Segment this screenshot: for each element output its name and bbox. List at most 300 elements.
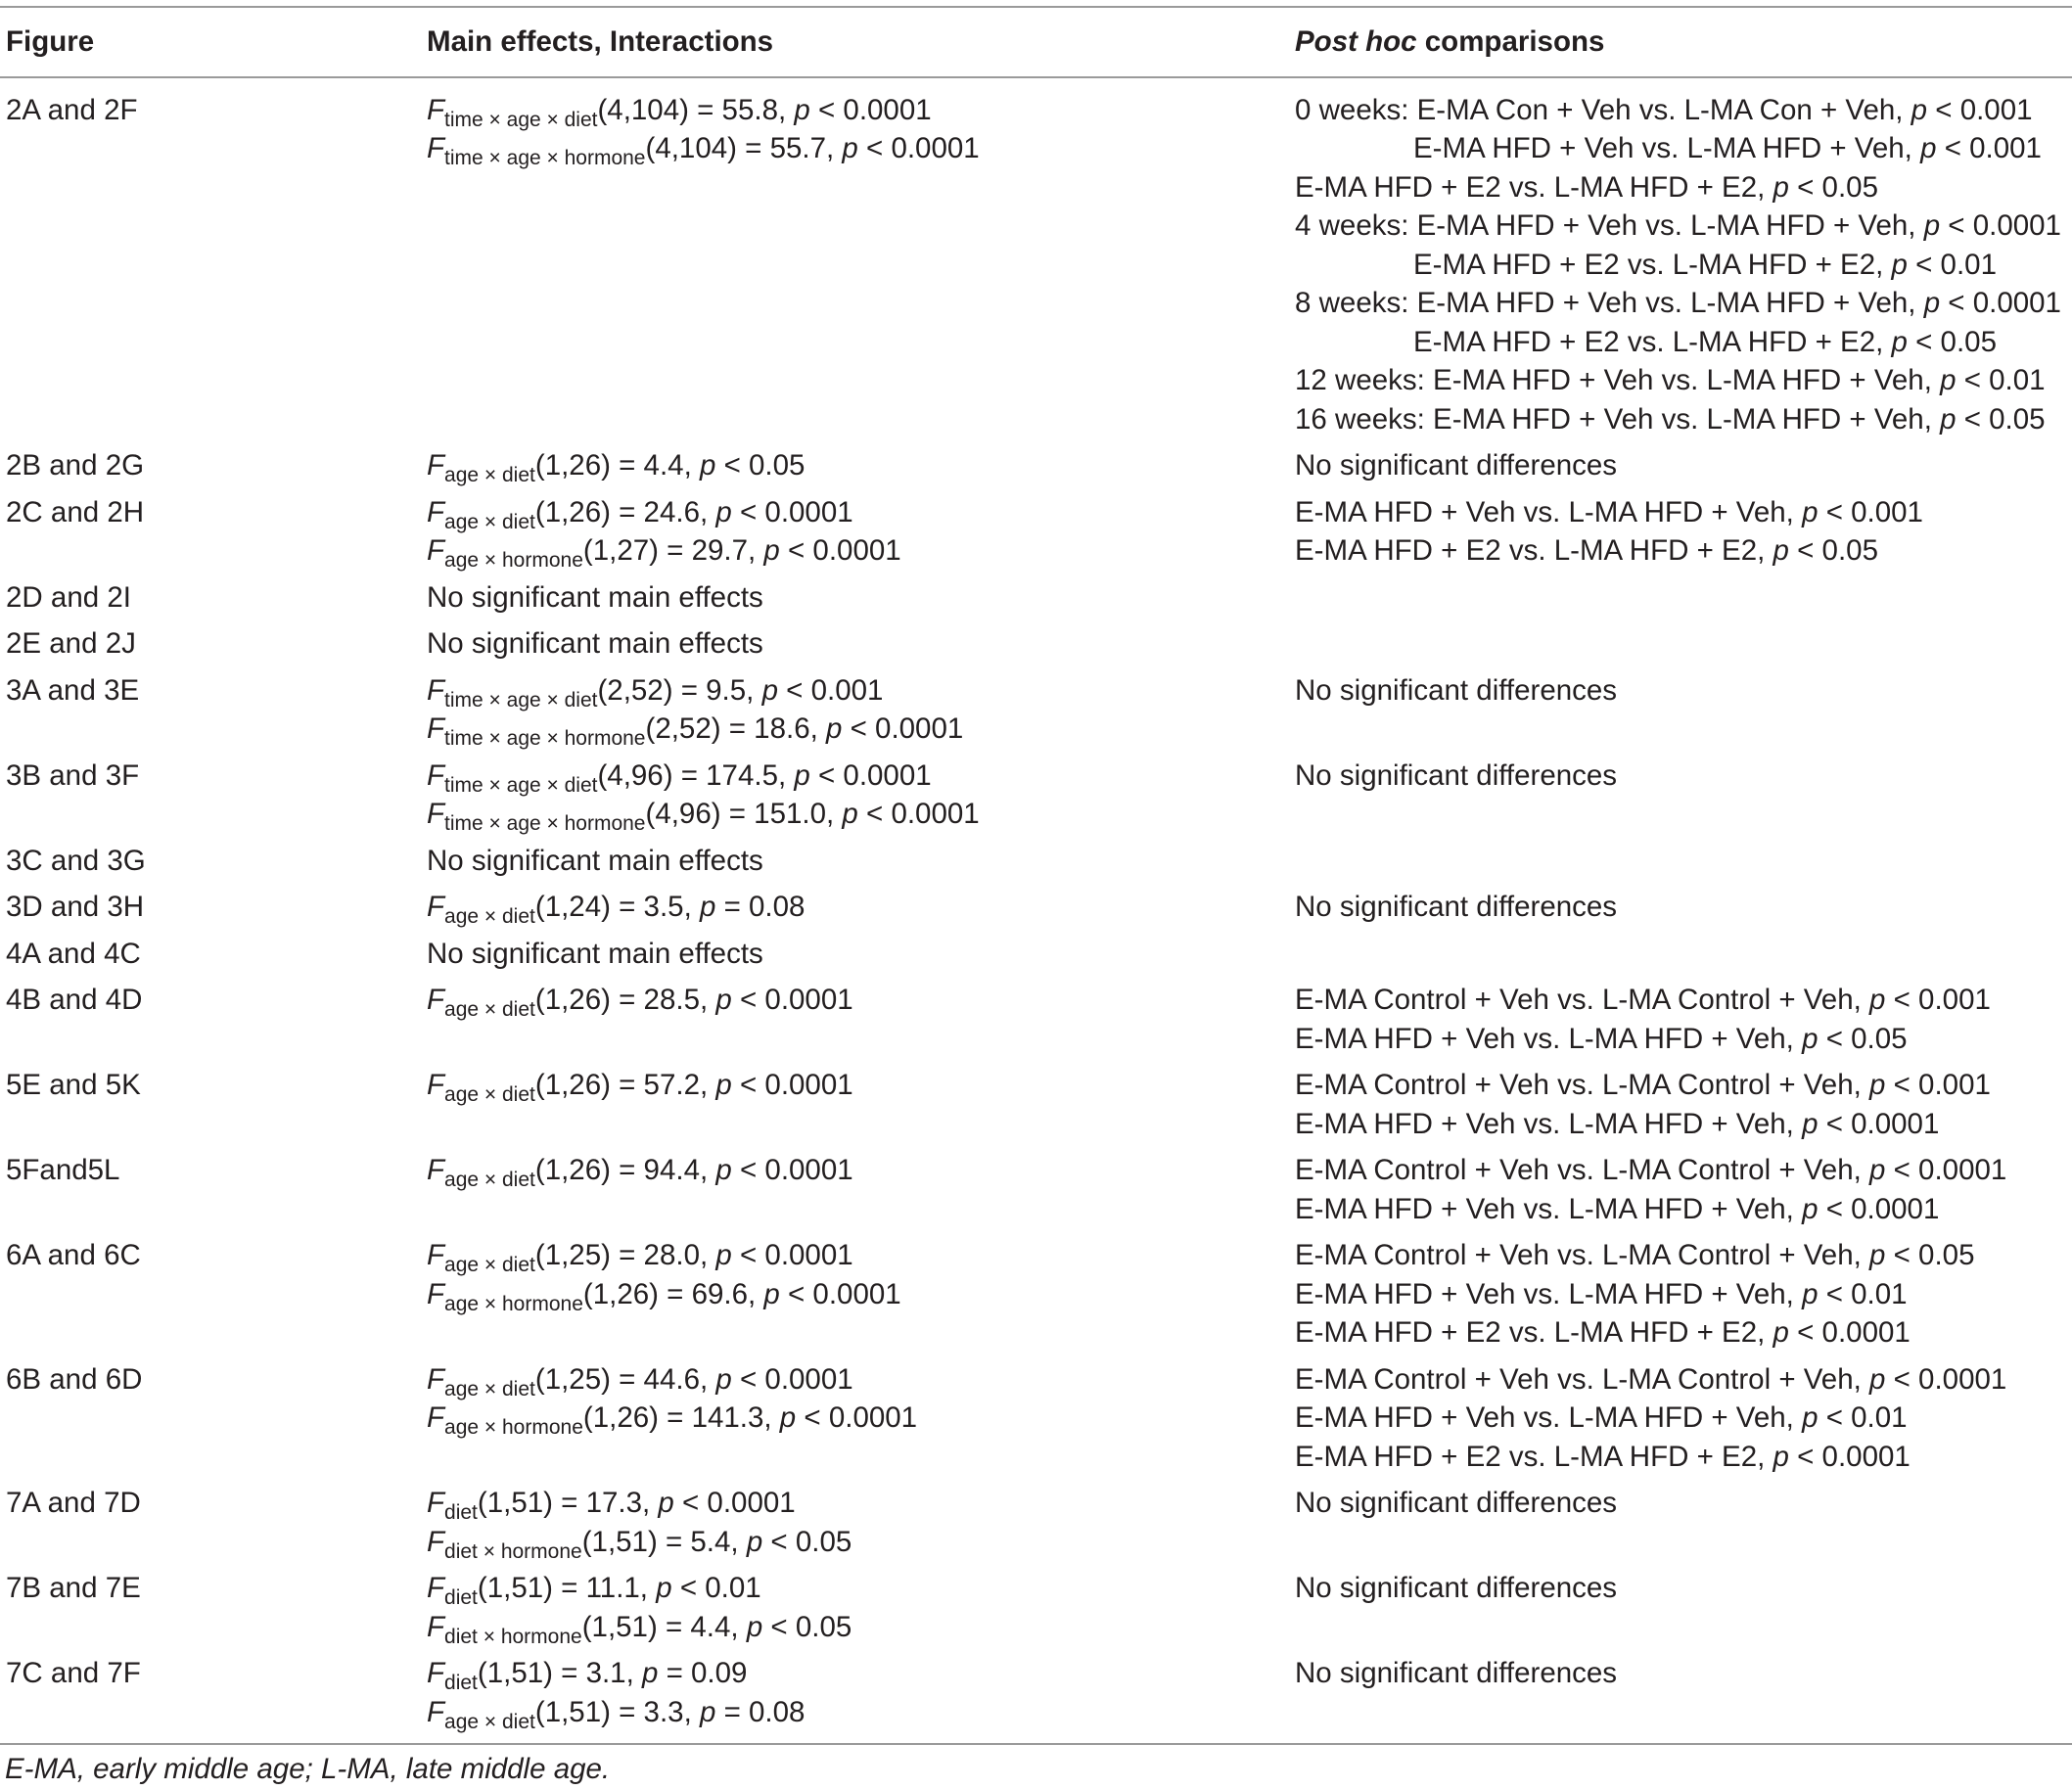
posthoc-text: 0 weeks: E-MA Con + Veh vs. L-MA Con + Veh,: [1295, 93, 1911, 126]
p-symbol: p: [1869, 984, 1886, 1016]
posthoc-p-value: < 0.05: [1788, 170, 1878, 204]
effect-line: [427, 1275, 1289, 1314]
f-symbol: F: [427, 712, 445, 745]
posthoc-line: [1295, 1654, 2072, 1693]
effect-p-value: < 0.0001: [809, 758, 932, 792]
p-symbol: p: [1773, 1316, 1789, 1349]
effect-p-value: < 0.0001: [809, 93, 932, 126]
effect-line: [427, 710, 1289, 749]
figure-cell: 2D and 2I: [6, 580, 131, 614]
effect-p-value: < 0.0001: [731, 495, 853, 528]
posthoc-line: [1295, 1275, 2072, 1314]
posthoc-cell: [1289, 442, 2072, 489]
f-symbol: F: [427, 673, 445, 707]
posthoc-line: [1295, 1066, 2072, 1105]
effect-df: (1,26) = 24.6,: [534, 495, 716, 528]
f-symbol: F: [427, 132, 445, 164]
p-symbol: p: [658, 1487, 674, 1519]
effect-line: [427, 1236, 1289, 1275]
p-symbol: p: [826, 712, 843, 745]
effects-cell: [421, 620, 1289, 667]
posthoc-text: E-MA HFD + Veh vs. L-MA HFD + Veh,: [1295, 1022, 1803, 1055]
posthoc-text: E-MA HFD + Veh vs. L-MA HFD + Veh,: [1295, 1107, 1803, 1140]
effect-line: [427, 671, 1289, 711]
effect-line: [427, 981, 1289, 1020]
f-symbol: F: [427, 93, 445, 126]
effect-p-value: < 0.0001: [731, 1239, 853, 1271]
figure-cell: 5Fand5L: [6, 1154, 120, 1186]
effect-subscript: age × diet: [444, 998, 535, 1021]
p-symbol: p: [842, 132, 858, 164]
figure-cell: 2B and 2G: [6, 449, 145, 482]
posthoc-text: No significant differences: [1295, 1487, 1618, 1519]
statistics-table: [0, 6, 2072, 1745]
posthoc-line: [1295, 168, 2072, 207]
posthoc-p-value: < 0.05: [1956, 402, 2046, 436]
posthoc-p-value: < 0.01: [1818, 1401, 1908, 1434]
effect-subscript: diet: [444, 1586, 478, 1609]
posthoc-line: [1295, 129, 2072, 168]
posthoc-text: No significant differences: [1295, 1657, 1618, 1689]
f-symbol: F: [427, 1695, 445, 1728]
posthoc-cell: [1289, 931, 2072, 978]
table-row: [0, 884, 2072, 931]
effect-line: [427, 888, 1289, 927]
figure-cell: 7A and 7D: [6, 1487, 141, 1519]
effect-line: [427, 795, 1289, 834]
posthoc-p-value: < 0.05: [1885, 1239, 1975, 1271]
posthoc-text: No significant differences: [1295, 673, 1618, 707]
posthoc-text: E-MA Control + Veh vs. L-MA Control + Veh,: [1295, 1239, 1870, 1271]
posthoc-p-value: < 0.0001: [1788, 1440, 1911, 1473]
effect-df: (1,51) = 4.4,: [581, 1610, 747, 1643]
figure-cell: 3A and 3E: [6, 673, 140, 707]
p-symbol: p: [1891, 248, 1908, 281]
posthoc-text: 8 weeks: E-MA HFD + Veh vs. L-MA HFD + Veh,: [1295, 287, 1924, 319]
p-symbol: p: [1773, 1440, 1789, 1473]
posthoc-line: [1295, 888, 2072, 927]
posthoc-cell: [1289, 77, 2072, 443]
figure-cell: 5E and 5K: [6, 1069, 141, 1101]
table-row: [0, 1565, 2072, 1650]
p-symbol: p: [699, 449, 716, 482]
effects-cell: [421, 931, 1289, 978]
p-symbol: p: [1802, 1192, 1819, 1225]
effect-df: (1,25) = 44.6,: [534, 1362, 716, 1396]
table-body: [0, 77, 2072, 1745]
table-row: [0, 838, 2072, 885]
posthoc-p-value: < 0.0001: [1818, 1192, 1940, 1225]
effect-line: [427, 129, 1289, 168]
f-symbol: F: [427, 1610, 445, 1643]
p-symbol: p: [763, 534, 780, 567]
figure-cell: 2A and 2F: [6, 93, 138, 126]
posthoc-cell: [1289, 1356, 2072, 1481]
p-symbol: p: [763, 1277, 780, 1310]
posthoc-rest: comparisons: [1416, 25, 1605, 58]
effect-line: [427, 1608, 1289, 1647]
posthoc-line: [1295, 531, 2072, 571]
table-row: [0, 620, 2072, 667]
p-symbol: p: [1802, 1022, 1819, 1055]
effect-df: (4,96) = 151.0,: [645, 798, 843, 830]
effect-df: (2,52) = 18.6,: [645, 712, 826, 745]
posthoc-text: No significant differences: [1295, 891, 1618, 923]
effects-text: No significant main effects: [427, 937, 763, 970]
p-symbol: p: [715, 1069, 732, 1101]
effects-cell: [421, 1062, 1289, 1147]
effect-line: [427, 1569, 1289, 1608]
p-symbol: p: [1802, 495, 1819, 528]
footnote: E-MA, early middle age; L-MA, late middle age.: [5, 1753, 611, 1785]
posthoc-line: [1295, 1438, 2072, 1477]
table-row: [0, 1232, 2072, 1356]
posthoc-p-value: < 0.001: [1885, 984, 1991, 1016]
f-symbol: F: [427, 891, 445, 923]
p-symbol: p: [1869, 1239, 1886, 1271]
effects-cell: [421, 884, 1289, 931]
posthoc-text: E-MA HFD + E2 vs. L-MA HFD + E2,: [1295, 1440, 1773, 1473]
p-symbol: p: [715, 1239, 732, 1271]
effect-subscript: age × hormone: [444, 549, 583, 572]
effect-df: (4,104) = 55.8,: [597, 93, 795, 126]
figure-cell: 6A and 6C: [6, 1239, 141, 1271]
effect-subscript: diet × hormone: [444, 1625, 582, 1648]
effect-p-value: < 0.0001: [779, 1277, 901, 1310]
effect-subscript: age × hormone: [444, 1292, 583, 1315]
effect-line: [427, 1523, 1289, 1562]
posthoc-p-value: < 0.01: [1956, 364, 2046, 396]
posthoc-p-value: < 0.01: [1818, 1277, 1908, 1310]
effect-subscript: diet: [444, 1501, 478, 1524]
posthoc-line: [1295, 1020, 2072, 1059]
p-symbol: p: [746, 1525, 763, 1558]
posthoc-text: No significant differences: [1295, 758, 1618, 792]
f-symbol: F: [427, 1277, 445, 1310]
p-symbol: p: [1940, 402, 1957, 436]
posthoc-p-value: < 0.0001: [1885, 1154, 2007, 1186]
p-symbol: p: [1869, 1362, 1886, 1396]
table-row: [0, 1147, 2072, 1232]
f-symbol: F: [427, 1657, 445, 1689]
posthoc-p-value: < 0.0001: [1885, 1362, 2007, 1396]
figure-cell: 2C and 2H: [6, 495, 145, 528]
effect-line: [427, 1654, 1289, 1693]
p-symbol: p: [641, 1657, 659, 1689]
p-symbol: p: [715, 1154, 732, 1186]
p-symbol: p: [1773, 170, 1789, 204]
effect-p-value: = 0.08: [715, 891, 806, 923]
table-row: [0, 667, 2072, 753]
table-header: [0, 7, 2072, 77]
f-symbol: F: [427, 1362, 445, 1396]
table-row: [0, 1062, 2072, 1147]
effect-subscript: age × diet: [444, 510, 535, 533]
f-symbol: F: [427, 534, 445, 567]
effect-subscript: diet × hormone: [444, 1539, 582, 1563]
effect-subscript: time × age × hormone: [444, 727, 646, 750]
figure-cell: 6B and 6D: [6, 1362, 143, 1396]
p-symbol: p: [1773, 534, 1789, 567]
p-symbol: p: [842, 798, 858, 830]
posthoc-text: 12 weeks: E-MA HFD + Veh vs. L-MA HFD + Veh,: [1295, 364, 1941, 396]
effect-p-value: < 0.0001: [731, 1069, 853, 1101]
posthoc-text: E-MA Control + Veh vs. L-MA Control + Veh,: [1295, 1069, 1870, 1101]
posthoc-cell: [1289, 838, 2072, 885]
effect-df: (1,26) = 141.3,: [582, 1401, 780, 1434]
effects-cell: [421, 1480, 1289, 1565]
figure-cell: 7C and 7F: [0, 1650, 421, 1744]
effect-line: [427, 1399, 1289, 1438]
effects-cell: [421, 1356, 1289, 1481]
posthoc-line: [1295, 981, 2072, 1020]
effects-cell: [421, 1147, 1289, 1232]
p-symbol: p: [746, 1610, 763, 1643]
effect-df: (1,26) = 69.6,: [582, 1277, 764, 1310]
p-symbol: p: [1920, 132, 1937, 164]
effect-line: [427, 1066, 1289, 1105]
effect-subscript: age × diet: [444, 1710, 535, 1733]
posthoc-text: E-MA Control + Veh vs. L-MA Control + Veh,: [1295, 984, 1870, 1016]
posthoc-cell: [1289, 1565, 2072, 1650]
posthoc-p-value: < 0.01: [1907, 248, 1997, 281]
figure-cell: 3B and 3F: [6, 758, 140, 792]
f-symbol: F: [427, 758, 445, 792]
p-symbol: p: [699, 1695, 716, 1728]
effect-subscript: age × diet: [444, 1377, 535, 1400]
effect-df: (1,27) = 29.7,: [582, 534, 764, 567]
posthoc-cell: [1289, 1062, 2072, 1147]
posthoc-line: [1295, 1360, 2072, 1400]
f-symbol: F: [427, 449, 445, 482]
effect-subscript: age × diet: [444, 1083, 535, 1106]
p-symbol: p: [1869, 1069, 1886, 1101]
effect-p-value: < 0.0001: [731, 1154, 853, 1186]
p-symbol: p: [761, 673, 778, 707]
effect-p-value: < 0.05: [762, 1525, 852, 1558]
effect-df: (1,51) = 5.4,: [581, 1525, 747, 1558]
effects-cell: [421, 489, 1289, 574]
posthoc-p-value: < 0.0001: [1818, 1107, 1940, 1140]
effects-cell: [421, 838, 1289, 885]
posthoc-line: [1295, 246, 2072, 285]
effect-df: (2,52) = 9.5,: [597, 673, 762, 707]
figure-cell: 3C and 3G: [6, 844, 146, 877]
effect-p-value: < 0.01: [671, 1572, 761, 1604]
posthoc-cell: [1289, 574, 2072, 621]
effects-cell: [421, 574, 1289, 621]
figure-cell: 4B and 4D: [6, 984, 143, 1016]
posthoc-text: E-MA HFD + Veh vs. L-MA HFD + Veh,: [1295, 1277, 1803, 1310]
posthoc-text: No significant differences: [1295, 1572, 1618, 1604]
effect-subscript: time × age × diet: [444, 773, 598, 797]
posthoc-p-value: < 0.0001: [1940, 287, 2061, 319]
posthoc-p-value: < 0.001: [1936, 132, 2042, 164]
effect-p-value: < 0.05: [715, 449, 806, 482]
effect-line: [427, 1693, 1289, 1732]
f-symbol: F: [427, 1572, 445, 1604]
posthoc-cell: [1289, 1147, 2072, 1232]
posthoc-text: E-MA HFD + Veh vs. L-MA HFD + Veh,: [1295, 1401, 1803, 1434]
p-symbol: p: [1891, 325, 1908, 358]
effects-cell: [421, 1565, 1289, 1650]
effect-line: [427, 531, 1289, 571]
effect-df: (1,51) = 3.3,: [534, 1695, 700, 1728]
posthoc-p-value: < 0.0001: [1940, 209, 2061, 242]
posthoc-text: E-MA HFD + E2 vs. L-MA HFD + E2,: [1295, 1316, 1773, 1349]
posthoc-cell: [1289, 1480, 2072, 1565]
effect-df: (1,51) = 3.1,: [477, 1657, 642, 1689]
effects-cell: [421, 977, 1289, 1062]
posthoc-line: [1295, 1236, 2072, 1275]
effects-cell: [421, 1232, 1289, 1356]
effect-subscript: time × age × diet: [444, 108, 598, 131]
effect-subscript: age × diet: [444, 1169, 535, 1191]
p-symbol: p: [699, 891, 716, 923]
figure-cell: 7B and 7E: [6, 1572, 141, 1604]
effect-p-value: < 0.0001: [731, 1362, 853, 1396]
posthoc-line: [1295, 207, 2072, 246]
effect-line: [427, 757, 1289, 796]
posthoc-line: [1295, 323, 2072, 362]
effect-df: (1,26) = 4.4,: [534, 449, 700, 482]
effect-df: (1,26) = 57.2,: [534, 1069, 716, 1101]
p-symbol: p: [1911, 93, 1928, 126]
effect-p-value: = 0.09: [658, 1657, 748, 1689]
effect-df: (1,25) = 28.0,: [534, 1239, 716, 1271]
posthoc-line: [1295, 1105, 2072, 1144]
posthoc-cell: [1289, 753, 2072, 838]
posthoc-p-value: < 0.05: [1818, 1022, 1908, 1055]
posthoc-text: E-MA Control + Veh vs. L-MA Control + Veh,: [1295, 1154, 1870, 1186]
effects-text: No significant main effects: [427, 580, 763, 614]
effect-subscript: time × age × diet: [444, 688, 598, 711]
posthoc-emphasis: Post hoc: [1295, 25, 1417, 58]
column-header-posthoc: [1289, 7, 2072, 77]
posthoc-text: E-MA HFD + E2 vs. L-MA HFD + E2,: [1295, 170, 1773, 204]
posthoc-p-value: < 0.05: [1788, 534, 1878, 567]
effects-cell: [421, 667, 1289, 753]
posthoc-text: E-MA HFD + E2 vs. L-MA HFD + E2,: [1295, 534, 1773, 567]
effect-line: [427, 1151, 1289, 1190]
posthoc-cell: [1289, 620, 2072, 667]
posthoc-cell: [1289, 884, 2072, 931]
posthoc-line: [1295, 284, 2072, 323]
effects-cell: [421, 1650, 1289, 1744]
table-row: [0, 489, 2072, 574]
effect-p-value: < 0.0001: [779, 534, 901, 567]
posthoc-line: [1295, 1313, 2072, 1353]
effect-p-value: = 0.08: [715, 1695, 806, 1728]
effect-line: [427, 91, 1289, 130]
posthoc-text: E-MA HFD + E2 vs. L-MA HFD + E2,: [1413, 325, 1892, 358]
posthoc-text: E-MA Control + Veh vs. L-MA Control + Veh,: [1295, 1362, 1870, 1396]
f-symbol: F: [427, 1069, 445, 1101]
p-symbol: p: [1869, 1154, 1886, 1186]
p-symbol: p: [1923, 209, 1941, 242]
posthoc-line: [1295, 1569, 2072, 1608]
effect-line: [427, 1360, 1289, 1400]
posthoc-text: 16 weeks: E-MA HFD + Veh vs. L-MA HFD + Veh,: [1295, 402, 1941, 436]
posthoc-cell: [1289, 977, 2072, 1062]
posthoc-cell: [1289, 489, 2072, 574]
effects-cell: [421, 77, 1289, 443]
effect-subscript: age × diet: [444, 1254, 535, 1276]
effect-df: (1,24) = 3.5,: [534, 891, 700, 923]
posthoc-text: E-MA HFD + Veh vs. L-MA HFD + Veh,: [1413, 132, 1921, 164]
table-row: [0, 1356, 2072, 1481]
table-row: [0, 977, 2072, 1062]
posthoc-text: E-MA HFD + Veh vs. L-MA HFD + Veh,: [1295, 1192, 1803, 1225]
f-symbol: F: [427, 1154, 445, 1186]
figure-cell: 3D and 3H: [6, 891, 145, 923]
posthoc-line: [1295, 757, 2072, 796]
table-row: [0, 442, 2072, 489]
posthoc-line: [1295, 1190, 2072, 1229]
p-symbol: p: [779, 1401, 797, 1434]
effect-subscript: time × age × hormone: [444, 812, 646, 835]
posthoc-line: [1295, 361, 2072, 400]
p-symbol: p: [794, 758, 810, 792]
effect-subscript: age × diet: [444, 905, 535, 928]
posthoc-text: 4 weeks: E-MA HFD + Veh vs. L-MA HFD + Veh,: [1295, 209, 1924, 242]
effect-line: [427, 446, 1289, 485]
effects-text: No significant main effects: [427, 627, 763, 660]
posthoc-line: [1295, 446, 2072, 485]
p-symbol: p: [1923, 287, 1941, 319]
posthoc-line: [1295, 1399, 2072, 1438]
f-symbol: F: [427, 798, 445, 830]
p-symbol: p: [715, 984, 732, 1016]
posthoc-p-value: < 0.001: [1818, 495, 1923, 528]
p-symbol: p: [656, 1572, 672, 1604]
effect-line: [427, 493, 1289, 532]
posthoc-p-value: < 0.001: [1927, 93, 2033, 126]
effect-p-value: < 0.0001: [857, 798, 980, 830]
table-row: [0, 1650, 2072, 1744]
effect-df: (1,51) = 17.3,: [477, 1487, 659, 1519]
effect-p-value: < 0.0001: [857, 132, 980, 164]
figure-cell: 4A and 4C: [6, 937, 141, 970]
f-symbol: F: [427, 1401, 445, 1434]
f-symbol: F: [427, 1487, 445, 1519]
effect-df: (4,104) = 55.7,: [645, 132, 843, 164]
effects-cell: [421, 442, 1289, 489]
f-symbol: F: [427, 1239, 445, 1271]
effect-df: (1,26) = 94.4,: [534, 1154, 716, 1186]
f-symbol: F: [427, 984, 445, 1016]
posthoc-p-value: < 0.05: [1907, 325, 1997, 358]
posthoc-text: E-MA HFD + E2 vs. L-MA HFD + E2,: [1413, 248, 1892, 281]
table-row: [0, 574, 2072, 621]
posthoc-line: [1295, 1484, 2072, 1523]
effect-p-value: < 0.0001: [731, 984, 853, 1016]
p-symbol: p: [715, 1362, 732, 1396]
effect-line: [427, 1484, 1289, 1523]
table-row: [0, 753, 2072, 838]
effect-df: (1,26) = 28.5,: [534, 984, 716, 1016]
posthoc-cell: [1289, 667, 2072, 753]
p-symbol: p: [1802, 1401, 1819, 1434]
table-row: [0, 1480, 2072, 1565]
posthoc-cell: [1289, 1232, 2072, 1356]
posthoc-line: [1295, 493, 2072, 532]
effects-cell: [421, 753, 1289, 838]
effects-text: No significant main effects: [427, 844, 763, 877]
p-symbol: p: [1802, 1277, 1819, 1310]
f-symbol: F: [427, 495, 445, 528]
posthoc-p-value: < 0.0001: [1788, 1316, 1911, 1349]
